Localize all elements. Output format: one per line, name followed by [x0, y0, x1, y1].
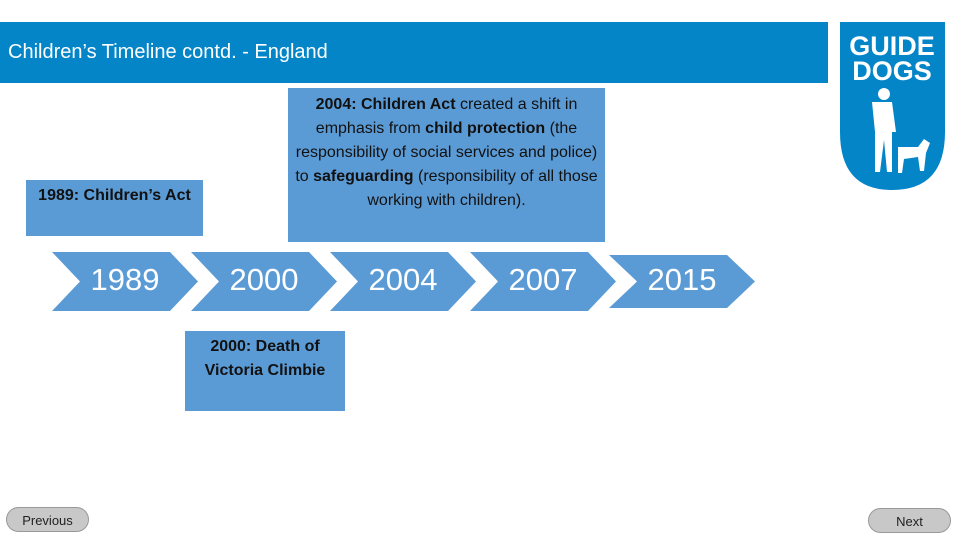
event-text: created a shift in emphasis from	[315, 96, 578, 137]
year-label: 2015	[647, 262, 717, 297]
year-label: 2004	[368, 262, 438, 297]
event-text: 1989: Children’s Act	[38, 187, 191, 204]
timeline-chevron-2004	[330, 252, 476, 311]
timeline-chevron-2000	[191, 252, 337, 311]
event-box-2004	[288, 88, 605, 242]
svg-text:DOGS: DOGS	[852, 56, 932, 86]
event-text: (the responsibility of social services and police) to	[295, 120, 598, 185]
timeline-chevron-1989	[52, 252, 198, 311]
svg-text:GUIDE: GUIDE	[849, 31, 935, 61]
year-label: 2007	[508, 262, 578, 297]
year-label: 1989	[90, 262, 160, 297]
year-label: 2000	[229, 262, 299, 297]
event-text: (responsibility of all those working with children).	[367, 168, 598, 209]
title-bar	[0, 22, 828, 83]
event-text: 2000: Death of Victoria Climbie	[204, 338, 326, 379]
next-button[interactable]: Next	[868, 508, 951, 533]
timeline-chevron-2015	[609, 252, 755, 311]
event-box-1989	[26, 180, 203, 236]
timeline-chevron-2007	[470, 252, 616, 311]
previous-button[interactable]: Previous	[6, 507, 89, 532]
event-text-bold: child protection	[425, 120, 546, 137]
guide-dogs-logo	[840, 22, 945, 190]
event-text-bold: safeguarding	[313, 168, 414, 185]
page-title: Children’s Timeline contd. - England	[8, 41, 328, 63]
event-box-2000	[185, 331, 345, 411]
event-text-bold: 2004: Children Act	[315, 96, 456, 113]
